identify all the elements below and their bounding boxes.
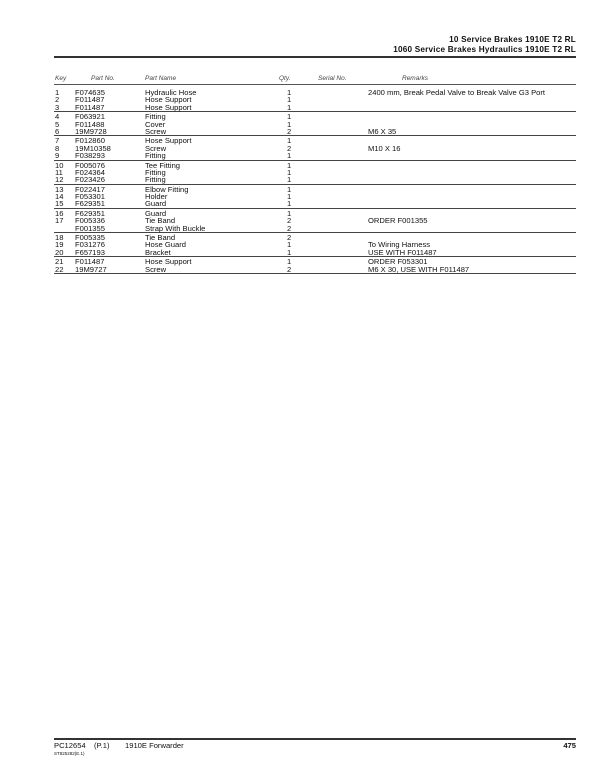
- table-row: [54, 96, 576, 103]
- cell-remarks: USE WITH F011487: [368, 247, 437, 257]
- table-row: [54, 249, 576, 256]
- cell-part-name: Hose Support: [145, 102, 192, 112]
- cell-remarks: 2400 mm, Break Pedal Valve to Break Valve G3 Port: [368, 88, 545, 97]
- cell-key: 15: [55, 199, 64, 209]
- cell-part-no: F038293: [75, 151, 105, 161]
- cell-part-name: Hose Support: [145, 257, 192, 267]
- cell-qty: 1: [287, 247, 292, 257]
- cell-key: 21: [55, 257, 64, 267]
- cell-qty: 1: [287, 199, 292, 209]
- cell-part-no: F012860: [75, 136, 105, 146]
- cell-part-no: F011487: [75, 102, 105, 112]
- cell-part-no: F005336: [75, 216, 105, 226]
- cell-qty: 1: [287, 119, 292, 129]
- cell-qty: 1: [287, 192, 292, 202]
- cell-key: 22: [55, 264, 64, 274]
- cell-remarks: To Wiring Harness: [368, 240, 431, 250]
- cell-part-name: Guard: [145, 208, 167, 218]
- cell-qty: 1: [287, 102, 292, 112]
- cell-key: 13: [55, 184, 64, 194]
- table-row: [54, 225, 576, 232]
- section-title: 10 Service Brakes 1910E T2 RL: [449, 35, 576, 44]
- cell-key: 19: [55, 240, 64, 250]
- table-row: [54, 152, 576, 159]
- illustration-code: ST825282(E.1): [54, 751, 85, 756]
- table-row: [54, 162, 576, 169]
- cell-part-name: Cover: [145, 119, 166, 129]
- table-row: [54, 137, 576, 144]
- cell-part-name: Screw: [145, 264, 167, 274]
- cell-qty: 1: [287, 136, 292, 146]
- table-row: [54, 200, 576, 207]
- cell-part-name: Elbow Fitting: [145, 184, 189, 194]
- cell-qty: 1: [287, 95, 292, 105]
- machine-name: 1910E Forwarder: [125, 741, 184, 750]
- row-group: [54, 136, 576, 160]
- cell-remarks: ORDER F053301: [368, 257, 428, 267]
- cell-qty: 2: [287, 223, 292, 233]
- cell-key: 17: [55, 216, 64, 226]
- cell-key: 16: [55, 208, 64, 218]
- cell-part-name: Fitting: [145, 151, 166, 161]
- doc-number: PC12654: [54, 741, 86, 750]
- cell-key: 10: [55, 160, 64, 170]
- cell-part-no: F063921: [75, 112, 105, 122]
- table-row: [54, 193, 576, 200]
- cell-key: 3: [55, 102, 60, 112]
- page-number: 475: [563, 741, 576, 750]
- cell-key: 6: [55, 126, 60, 136]
- doc-part: (P.1): [94, 741, 110, 750]
- cell-qty: 1: [287, 240, 292, 250]
- cell-part-name: Tee Fitting: [145, 160, 181, 170]
- row-group: [54, 233, 576, 257]
- cell-part-no: F011488: [75, 119, 105, 129]
- table-row: [54, 113, 576, 120]
- cell-part-name: Guard: [145, 199, 167, 209]
- col-part-no: Part No.: [91, 75, 115, 82]
- cell-qty: 1: [287, 208, 292, 218]
- cell-part-name: Fitting: [145, 167, 166, 177]
- footer-rule: [54, 738, 576, 740]
- table-row: [54, 104, 576, 111]
- cell-remarks: ORDER F001355: [368, 216, 428, 226]
- cell-part-no: F657193: [75, 247, 105, 257]
- cell-qty: 2: [287, 216, 292, 226]
- cell-part-no: F629351: [75, 199, 105, 209]
- cell-qty: 2: [287, 143, 292, 153]
- cell-key: 1: [55, 88, 60, 97]
- cell-key: 11: [55, 167, 63, 177]
- table-row: [54, 234, 576, 241]
- cell-part-name: Hose Support: [145, 95, 192, 105]
- cell-part-name: Hose Support: [145, 136, 192, 146]
- cell-qty: 2: [287, 233, 292, 243]
- cell-qty: 2: [287, 126, 292, 136]
- header-rule: [54, 56, 576, 58]
- cell-part-name: Fitting: [145, 175, 166, 185]
- cell-part-no: 19M9727: [75, 264, 107, 274]
- table-row: [54, 217, 576, 224]
- cell-remarks: M6 X 35: [368, 126, 397, 136]
- cell-part-no: 19M10358: [75, 143, 111, 153]
- cell-remarks: M6 X 30, USE WITH F011487: [368, 264, 470, 274]
- col-serial-no: Serial No.: [318, 75, 347, 82]
- row-group: [54, 209, 576, 233]
- row-group: [54, 112, 576, 136]
- cell-qty: 1: [287, 175, 292, 185]
- cell-part-no: F074635: [75, 88, 105, 97]
- table-header: [54, 75, 576, 85]
- col-qty: Qty.: [279, 75, 291, 82]
- row-group: [54, 185, 576, 209]
- table-row: [54, 169, 576, 176]
- cell-part-no: F053301: [75, 192, 105, 202]
- table-row: [54, 266, 576, 273]
- cell-part-no: F005335: [75, 233, 105, 243]
- table-row: [54, 145, 576, 152]
- cell-remarks: M10 X 16: [368, 143, 401, 153]
- col-remarks: Remarks: [402, 75, 429, 82]
- cell-qty: 1: [287, 160, 292, 170]
- row-group: [54, 257, 576, 274]
- table-row: [54, 241, 576, 248]
- cell-qty: 1: [287, 112, 292, 122]
- cell-part-no: F031276: [75, 240, 105, 250]
- table-row: [54, 210, 576, 217]
- cell-part-no: F005076: [75, 160, 105, 170]
- cell-part-name: Fitting: [145, 112, 166, 122]
- cell-part-no: 19M9728: [75, 126, 107, 136]
- cell-part-no: F024364: [75, 167, 105, 177]
- cell-key: 2: [55, 95, 60, 105]
- cell-qty: 1: [287, 184, 292, 194]
- cell-key: 9: [55, 151, 60, 161]
- cell-key: 12: [55, 175, 64, 185]
- cell-part-no: F011487: [75, 95, 105, 105]
- cell-key: 4: [55, 112, 60, 122]
- cell-part-name: Screw: [145, 143, 167, 153]
- cell-part-name: Screw: [145, 126, 167, 136]
- cell-key: 20: [55, 247, 64, 257]
- cell-key: 7: [55, 136, 60, 146]
- cell-part-no: F023426: [75, 175, 105, 185]
- row-group: [54, 88, 576, 112]
- cell-key: 5: [55, 119, 60, 129]
- subsection-title: 1060 Service Brakes Hydraulics 1910E T2 RL: [393, 45, 576, 54]
- table-row: [54, 128, 576, 135]
- cell-qty: 1: [287, 151, 292, 161]
- table-row: [54, 258, 576, 265]
- table-row: [54, 176, 576, 183]
- cell-part-name: Tie Band: [145, 216, 176, 226]
- cell-qty: 1: [287, 88, 292, 97]
- table-row: [54, 121, 576, 128]
- cell-part-no: F629351: [75, 208, 105, 218]
- cell-key: 18: [55, 233, 64, 243]
- parts-table: [54, 88, 576, 274]
- cell-part-name: Holder: [145, 192, 168, 202]
- cell-key: 8: [55, 143, 60, 153]
- cell-qty: 1: [287, 257, 292, 267]
- row-group: [54, 161, 576, 185]
- cell-part-name: Hose Guard: [145, 240, 186, 250]
- table-row: [54, 186, 576, 193]
- cell-part-no: F001355: [75, 223, 105, 233]
- cell-part-no: F011487: [75, 257, 105, 267]
- cell-key: 14: [55, 192, 64, 202]
- cell-part-name: Bracket: [145, 247, 171, 257]
- col-part-name: Part Name: [145, 75, 177, 82]
- cell-qty: 1: [287, 167, 292, 177]
- table-row: [54, 89, 576, 96]
- cell-part-name: Tie Band: [145, 233, 176, 243]
- cell-part-no: F022417: [75, 184, 105, 194]
- cell-part-name: Strap With Buckle: [145, 223, 206, 233]
- cell-part-name: Hydraulic Hose: [145, 88, 197, 97]
- cell-qty: 2: [287, 264, 292, 274]
- col-key: Key: [55, 75, 67, 82]
